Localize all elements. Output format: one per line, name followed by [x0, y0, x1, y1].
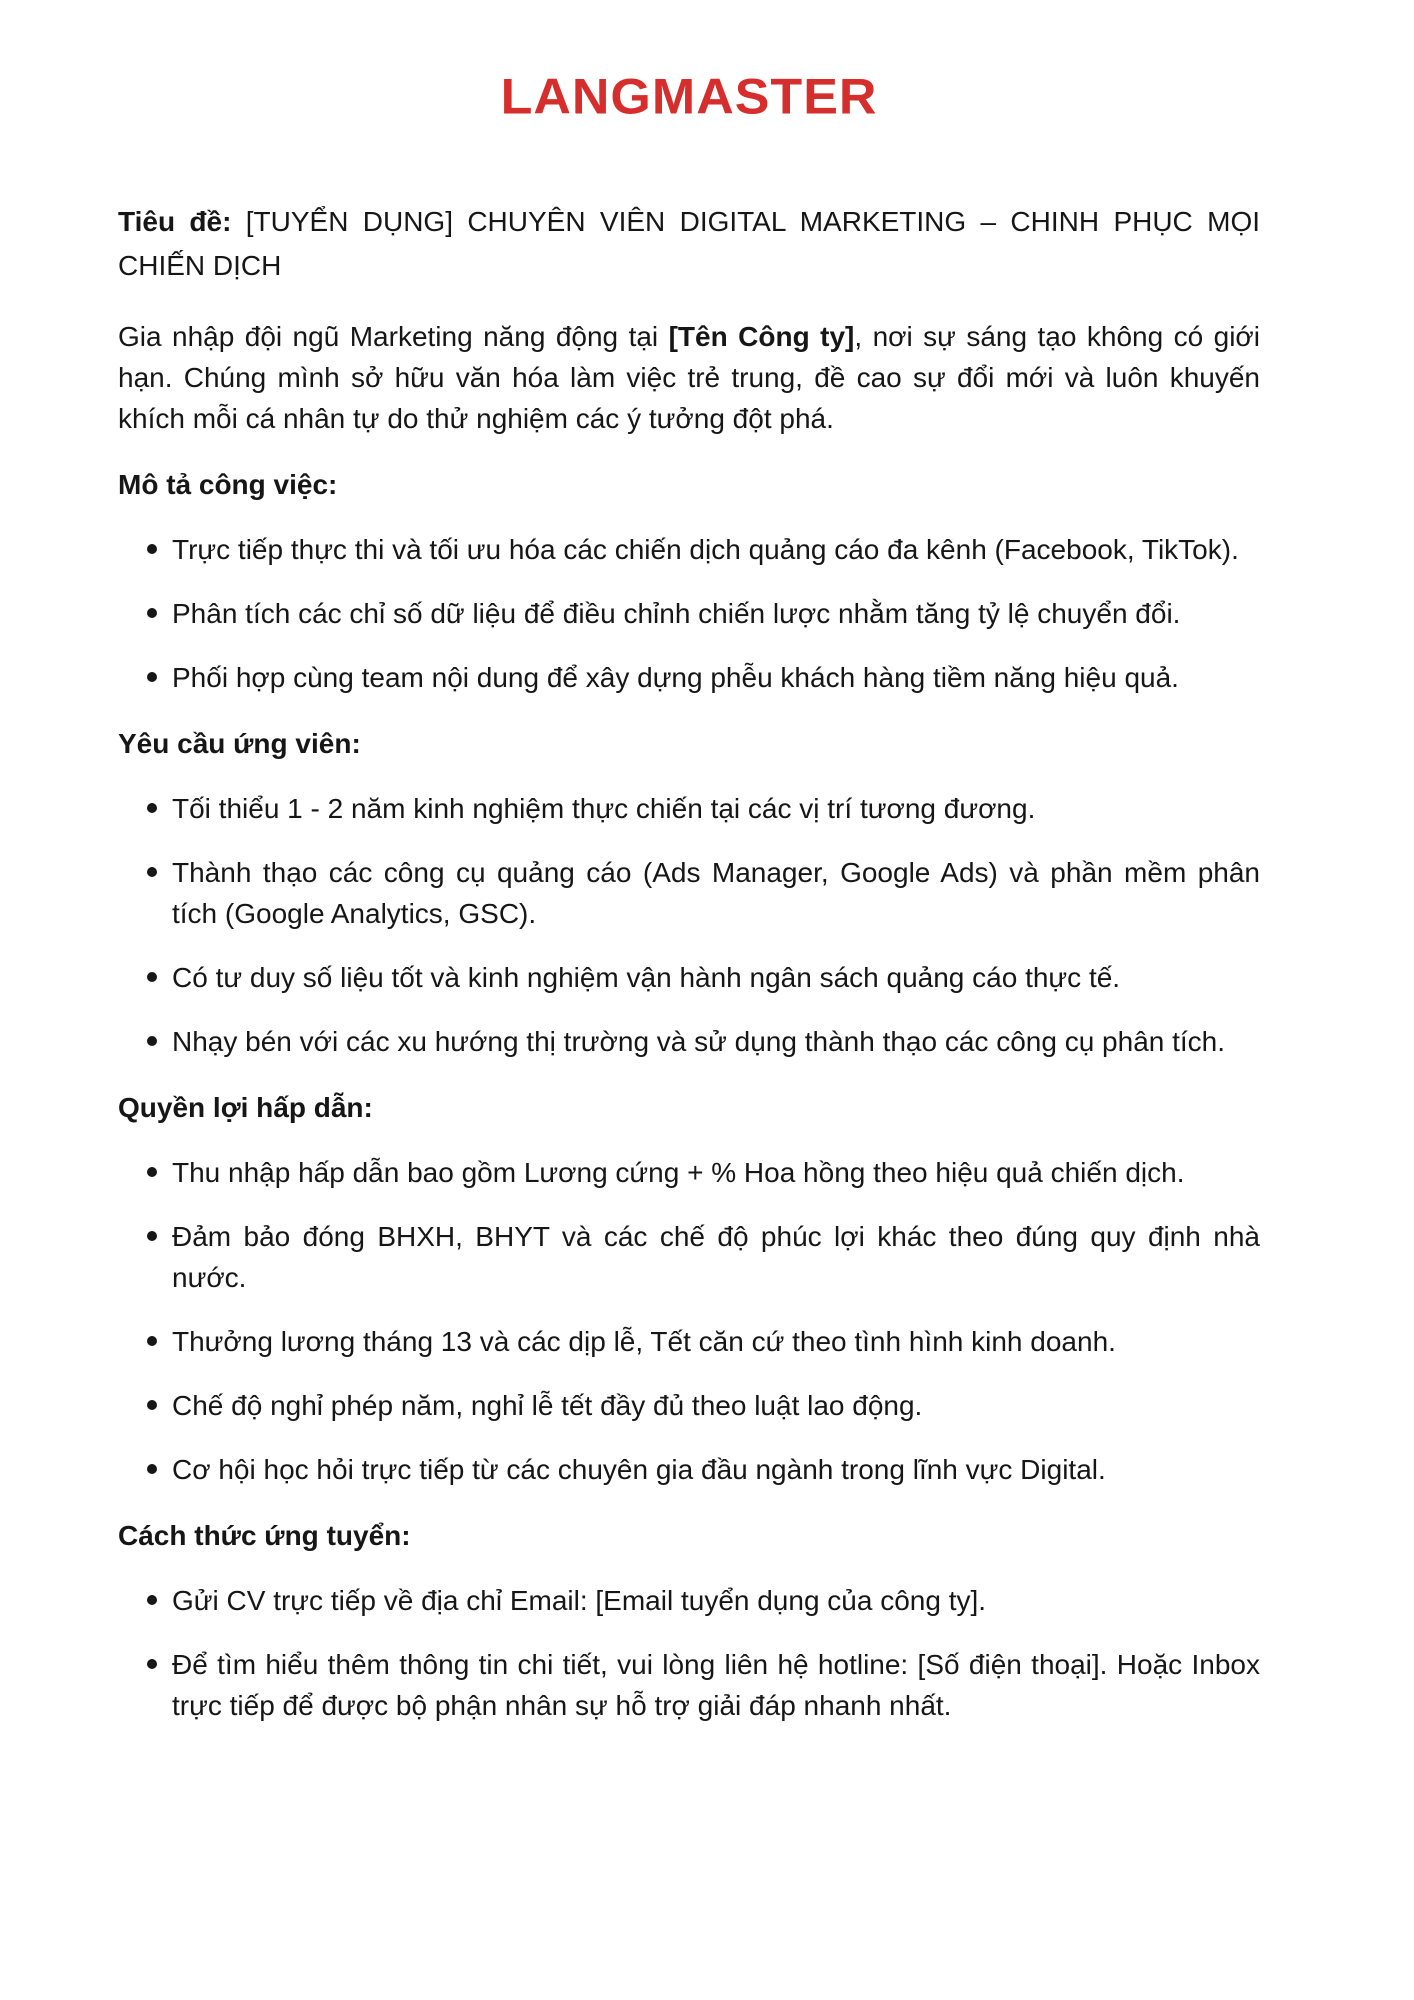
section-heading-job-description: Mô tả công việc:: [118, 469, 338, 500]
list-item: [118, 1449, 1260, 1490]
list-item: [118, 1021, 1260, 1062]
bullet-icon: [147, 1036, 157, 1046]
langmaster-logo: LANGMASTER: [500, 69, 878, 125]
bullet-icon: [147, 544, 157, 554]
intro-paragraph: [118, 316, 1260, 439]
list-item: [118, 788, 1260, 829]
section-heading-benefits: Quyền lợi hấp dẫn:: [118, 1092, 373, 1123]
requirements-list: [118, 788, 1260, 1062]
list-item: [118, 1216, 1260, 1298]
list-item: [118, 1152, 1260, 1193]
list-item: [118, 529, 1260, 570]
benefits-list: [118, 1152, 1260, 1490]
bullet-icon: [147, 1464, 157, 1474]
list-item-text: Tối thiểu 1 - 2 năm kinh nghiệm thực chiến tại các vị trí tương đương.: [172, 793, 1036, 824]
list-item: [118, 852, 1260, 934]
list-item-text: Để tìm hiểu thêm thông tin chi tiết, vui lòng liên hệ hotline: [Số điện thoại]. Hoặc Inbox trực tiếp để được bộ phận nhân sự hỗ trợ giải đáp nhanh nhất.: [172, 1649, 1260, 1721]
list-item-text: Thưởng lương tháng 13 và các dịp lễ, Tết căn cứ theo tình hình kinh doanh.: [172, 1326, 1116, 1357]
list-item-text: Trực tiếp thực thi và tối ưu hóa các chiến dịch quảng cáo đa kênh (Facebook, TikTok).: [172, 534, 1239, 565]
list-item: [118, 1321, 1260, 1362]
list-item-text: Phối hợp cùng team nội dung để xây dựng phễu khách hàng tiềm năng hiệu quả.: [172, 662, 1179, 693]
list-item-text: Chế độ nghỉ phép năm, nghỉ lễ tết đầy đủ theo luật lao động.: [172, 1390, 923, 1421]
list-item-text: Đảm bảo đóng BHXH, BHYT và các chế độ phúc lợi khác theo đúng quy định nhà nước.: [172, 1221, 1260, 1293]
list-item: [118, 593, 1260, 634]
title-label: Tiêu đề:: [118, 206, 232, 237]
list-item: [118, 1385, 1260, 1426]
list-item: [118, 957, 1260, 998]
job-description-list: [118, 529, 1260, 698]
list-item-text: Thành thạo các công cụ quảng cáo (Ads Manager, Google Ads) và phần mềm phân tích (Google Analytics, GSC).: [172, 857, 1260, 929]
section-heading-requirements: Yêu cầu ứng viên:: [118, 728, 361, 759]
logo-row: [118, 69, 1260, 125]
title-text: [TUYỂN DỤNG] CHUYÊN VIÊN DIGITAL MARKETING – CHINH PHỤC MỌI CHIẾN DỊCH: [118, 206, 1260, 281]
bullet-icon: [147, 608, 157, 618]
section-heading-how-to-apply: Cách thức ứng tuyển:: [118, 1520, 411, 1551]
list-item-text: Cơ hội học hỏi trực tiếp từ các chuyên gia đầu ngành trong lĩnh vực Digital.: [172, 1454, 1106, 1485]
list-item: [118, 1580, 1260, 1621]
bullet-icon: [147, 1659, 157, 1669]
list-item: [118, 657, 1260, 698]
list-item-text: Nhạy bén với các xu hướng thị trường và sử dụng thành thạo các công cụ phân tích.: [172, 1026, 1226, 1057]
document-title: [118, 200, 1260, 288]
list-item: [118, 1644, 1260, 1726]
bullet-icon: [147, 1400, 157, 1410]
bullet-icon: [147, 1595, 157, 1605]
list-item-text: Phân tích các chỉ số dữ liệu để điều chỉnh chiến lược nhằm tăng tỷ lệ chuyển đổi.: [172, 598, 1181, 629]
intro-text-start: Gia nhập đội ngũ Marketing năng động tại: [118, 321, 669, 352]
list-item-text: Gửi CV trực tiếp về địa chỉ Email: [Email tuyển dụng của công ty].: [172, 1585, 987, 1616]
how-to-apply-list: [118, 1580, 1260, 1726]
bullet-icon: [147, 1231, 157, 1241]
bullet-icon: [147, 1167, 157, 1177]
bullet-icon: [147, 867, 157, 877]
bullet-icon: [147, 972, 157, 982]
bullet-icon: [147, 672, 157, 682]
company-name-placeholder: [Tên Công ty]: [668, 321, 855, 352]
intro-text-end: , nơi sự sáng tạo không có giới hạn. Chúng mình sở hữu văn hóa làm việc trẻ trung, đề cao sự đổi mới và luôn khuyến khích mỗi cá nhân tự do thử nghiệm các ý tưởng đột phá.: [118, 321, 1261, 434]
list-item-text: Có tư duy số liệu tốt và kinh nghiệm vận hành ngân sách quảng cáo thực tế.: [172, 962, 1121, 993]
list-item-text: Thu nhập hấp dẫn bao gồm Lương cứng + % Hoa hồng theo hiệu quả chiến dịch.: [172, 1157, 1185, 1188]
bullet-icon: [147, 803, 157, 813]
bullet-icon: [147, 1336, 157, 1346]
